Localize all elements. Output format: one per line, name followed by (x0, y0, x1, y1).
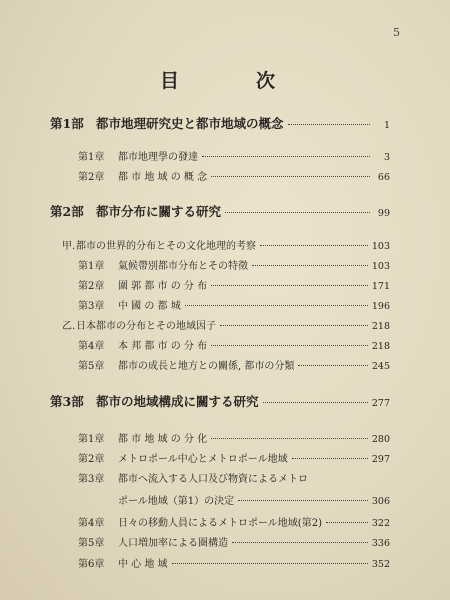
toc-entry-group[interactable] (62, 317, 390, 332)
toc-entry-part-3[interactable] (50, 392, 390, 410)
toc-entry-part-2[interactable] (50, 202, 390, 220)
dot-leader (172, 563, 368, 564)
entry-page: 306 (371, 496, 390, 507)
entry-page: 171 (371, 281, 390, 292)
entry-number: 第5章 (78, 361, 105, 372)
dot-leader (185, 305, 368, 306)
dot-leader (298, 365, 368, 366)
entry-title: ポール地域（第1）の決定 (118, 496, 235, 507)
entry-number: 第6章 (78, 559, 105, 570)
toc-entry-chapter[interactable] (78, 337, 390, 352)
toc-entry-chapter[interactable] (78, 450, 390, 465)
entry-page: 103 (371, 261, 390, 272)
entry-title: 都市地理研究史と都市地域の概念 (96, 116, 284, 131)
dot-leader (326, 522, 368, 523)
dot-leader (211, 285, 368, 286)
title-char-1: 目 (160, 70, 182, 92)
entry-number: 第1章 (78, 434, 105, 445)
dot-leader (252, 265, 368, 266)
entry-title: 本 邦 都 市 の 分 布 (118, 341, 208, 352)
toc-entry-chapter[interactable] (78, 514, 390, 529)
entry-number: 第2章 (78, 454, 105, 465)
dot-leader (211, 438, 368, 439)
entry-page: 280 (371, 434, 390, 445)
entry-title: 中 心 地 域 (118, 559, 168, 570)
entry-page: 99 (377, 208, 390, 219)
entry-number: 第2章 (78, 281, 105, 292)
toc-entry-chapter[interactable] (78, 168, 390, 183)
toc-entry-chapter[interactable] (78, 534, 390, 549)
entry-number: 乙. (62, 321, 76, 332)
entry-page: 322 (371, 518, 390, 529)
entry-page: 66 (377, 172, 390, 183)
entry-title: 人口増加率による圏構造 (118, 538, 228, 549)
entry-title: 中 國 の 都 城 (118, 301, 181, 312)
entry-number: 第1章 (78, 261, 105, 272)
entry-number: 第3章 (78, 301, 105, 312)
page-number: 5 (393, 26, 400, 39)
entry-page: 3 (383, 152, 390, 163)
toc-entry-chapter[interactable] (78, 430, 390, 445)
dot-leader (211, 176, 370, 177)
entry-page: 245 (371, 361, 390, 372)
entry-number: 第1章 (78, 152, 105, 163)
entry-page: 103 (371, 241, 390, 252)
entry-title: 都 市 地 域 の 概 念 (118, 172, 208, 183)
entry-page: 196 (371, 301, 390, 312)
entry-number: 第1部 (50, 116, 84, 131)
entry-title: 都市の地域構成に關する研究 (96, 394, 259, 409)
toc-entry-chapter[interactable] (78, 257, 390, 272)
entry-number: 第4章 (78, 341, 105, 352)
entry-title: 氣候帶別都市分布とその特徵 (118, 261, 248, 272)
entry-page: 352 (371, 559, 390, 570)
dot-leader (220, 325, 368, 326)
entry-number: 第5章 (78, 538, 105, 549)
title-char-2: 次 (256, 70, 278, 92)
entry-number: 第2章 (78, 172, 105, 183)
dot-leader (288, 124, 370, 125)
entry-title: 都市の世界的分布とその文化地理的考察 (76, 241, 256, 252)
dot-leader (260, 245, 368, 246)
entry-number: 第3章 (78, 474, 105, 485)
entry-number: 第3部 (50, 394, 84, 409)
entry-title: 圍 郭 都 市 の 分 布 (118, 281, 208, 292)
entry-page: 218 (371, 341, 390, 352)
dot-leader (292, 458, 368, 459)
entry-page: 297 (371, 454, 390, 465)
toc-entry-chapter[interactable] (78, 357, 390, 372)
dot-leader (263, 402, 368, 403)
entry-page: 1 (383, 120, 390, 131)
entry-title: 日々の移動人員によるメトロポール地域(第2) (118, 518, 322, 529)
entry-page: 277 (371, 398, 390, 409)
entry-title: 都市地理學の發達 (118, 152, 198, 163)
entry-title: メトロポール中心とメトロポール地域 (118, 454, 288, 465)
entry-title: 日本都市の分布とその地域因子 (76, 321, 216, 332)
toc-entry-continuation[interactable] (118, 492, 390, 507)
entry-title: 都市へ流入する人口及び物資によるメトロ (118, 474, 308, 485)
toc-entry-chapter[interactable] (78, 277, 390, 292)
toc-entry-part-1[interactable] (50, 114, 390, 132)
dot-leader (238, 500, 368, 501)
entry-number: 第4章 (78, 518, 105, 529)
toc-entry-chapter[interactable] (78, 297, 390, 312)
entry-page: 336 (371, 538, 390, 549)
toc-entry-chapter[interactable] (78, 148, 390, 163)
dot-leader (232, 542, 368, 543)
entry-number: 甲. (62, 241, 76, 252)
toc-entry-chapter[interactable] (78, 470, 390, 485)
dot-leader (211, 345, 368, 346)
toc-entry-chapter[interactable] (78, 555, 390, 570)
dot-leader (202, 156, 370, 157)
toc-entry-group[interactable] (62, 237, 390, 252)
entry-title: 都市の成長と地方との關係, 都市の分類 (118, 361, 295, 372)
entry-page: 218 (371, 321, 390, 332)
entry-title: 都市分布に關する研究 (96, 204, 222, 219)
entry-number: 第2部 (50, 204, 84, 219)
dot-leader (225, 212, 370, 213)
entry-title: 都 市 地 域 の 分 化 (118, 434, 208, 445)
